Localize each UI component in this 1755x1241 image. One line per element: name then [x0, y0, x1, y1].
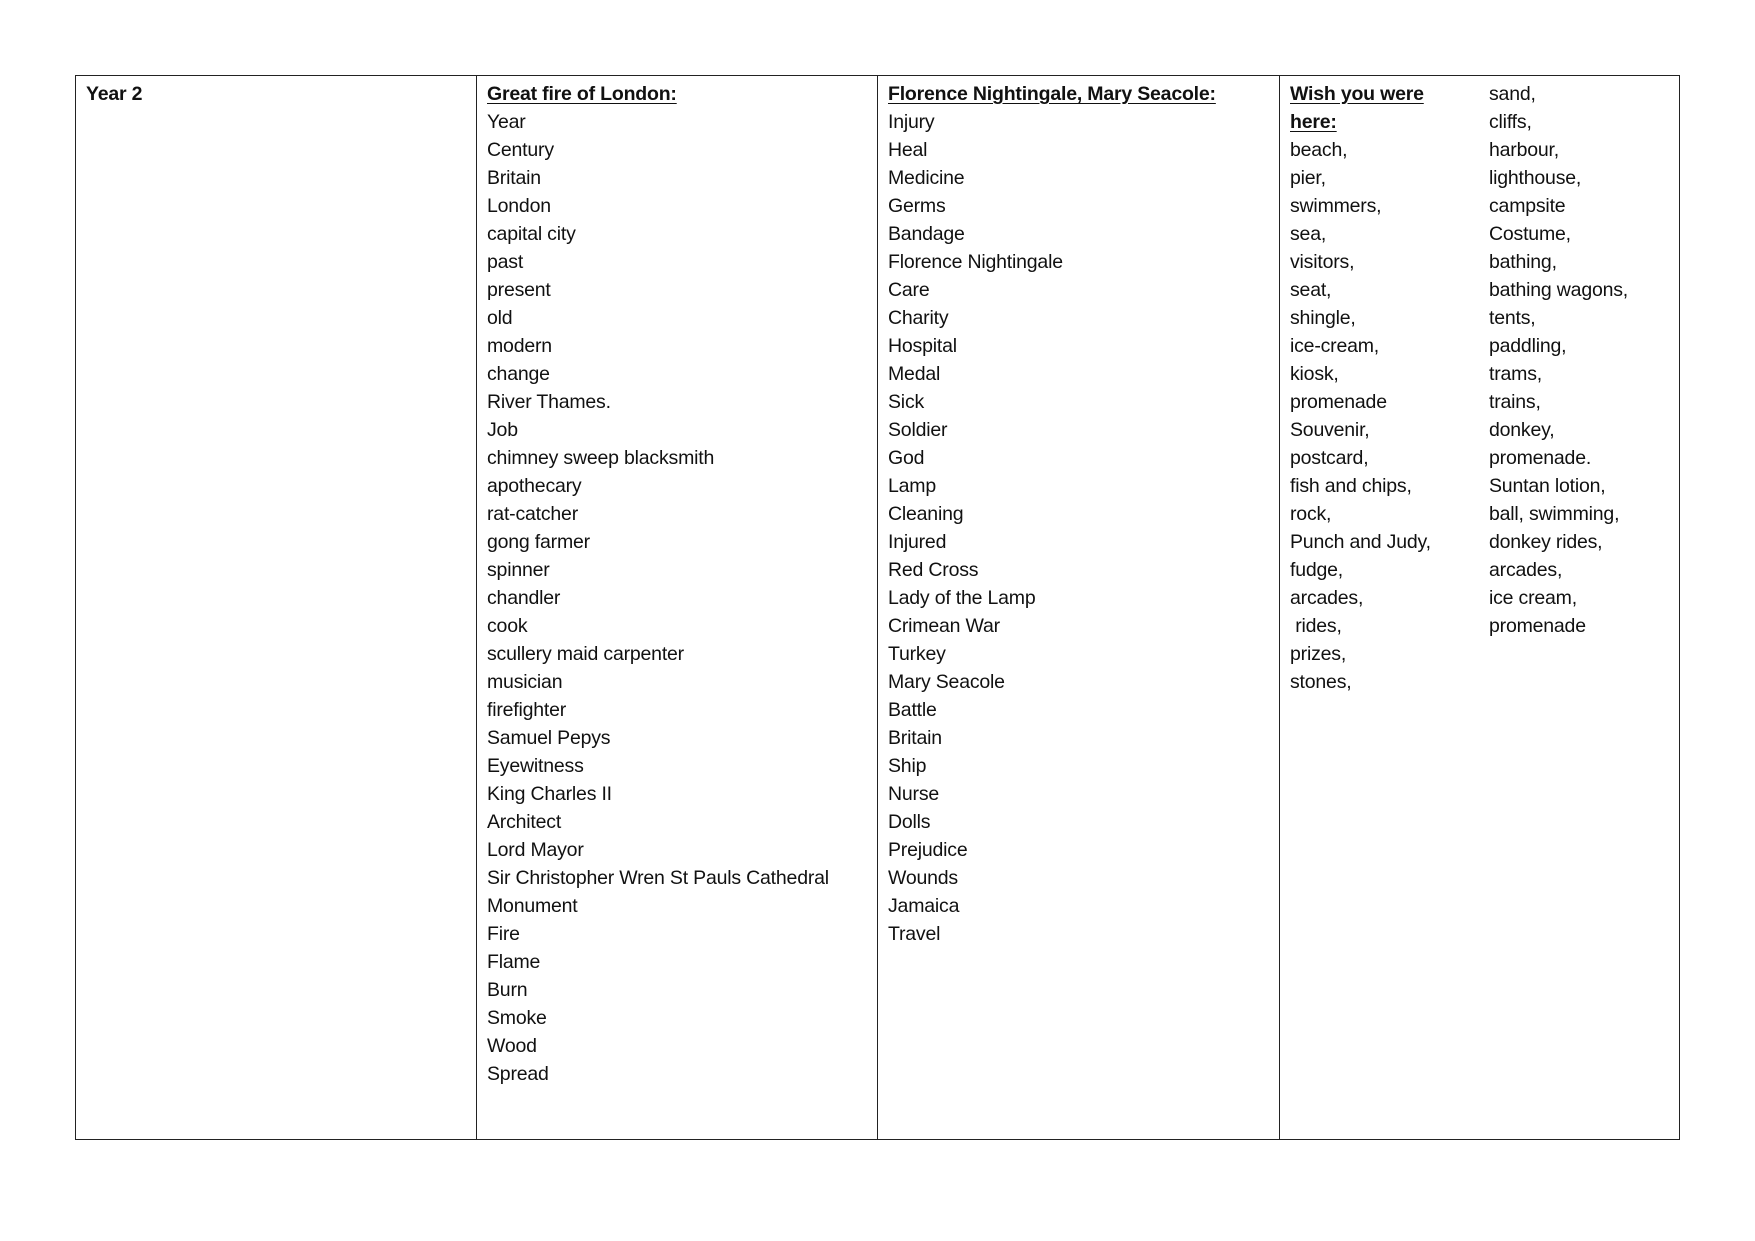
list-item: arcades,: [1290, 587, 1364, 609]
list-item: Sick: [888, 391, 925, 413]
list-item: trams,: [1489, 363, 1542, 385]
list-item: Spread: [487, 1063, 549, 1085]
list-item: visitors,: [1290, 251, 1355, 273]
row-label: Year 2: [86, 83, 143, 105]
list-item: prizes,: [1290, 643, 1347, 665]
nightingale-heading: Florence Nightingale, Mary Seacole:: [888, 83, 1216, 105]
list-item: Jamaica: [888, 895, 960, 917]
list-item: Costume,: [1489, 223, 1571, 245]
list-item: modern: [487, 335, 552, 357]
list-item: Century: [487, 139, 554, 161]
list-item: Injury: [888, 111, 935, 133]
list-item: ice-cream,: [1290, 335, 1380, 357]
list-item: Cleaning: [888, 503, 964, 525]
great-fire-cell: [477, 76, 878, 1139]
list-item: Crimean War: [888, 615, 1000, 637]
list-item: Charity: [888, 307, 949, 329]
list-item: Samuel Pepys: [487, 727, 611, 749]
wish-heading-line2: here:: [1290, 111, 1337, 133]
list-item: Travel: [888, 923, 941, 945]
list-item: chimney sweep blacksmith: [487, 447, 715, 469]
list-item: Lady of the Lamp: [888, 587, 1036, 609]
great-fire-heading: Great fire of London:: [487, 83, 677, 105]
list-item: lighthouse,: [1489, 167, 1582, 189]
list-item: fudge,: [1290, 559, 1344, 581]
list-item: present: [487, 279, 551, 301]
list-item: chandler: [487, 587, 561, 609]
list-item: promenade.: [1489, 447, 1592, 469]
list-item: Bandage: [888, 223, 965, 245]
list-item: seat,: [1290, 279, 1332, 301]
nightingale-cell: [878, 76, 1280, 1139]
list-item: Germs: [888, 195, 946, 217]
list-item: pier,: [1290, 167, 1326, 189]
list-item: Punch and Judy,: [1290, 531, 1431, 553]
list-item: kiosk,: [1290, 363, 1339, 385]
list-item: cliffs,: [1489, 111, 1532, 133]
list-item: trains,: [1489, 391, 1541, 413]
list-item: donkey rides,: [1489, 531, 1603, 553]
list-item: scullery maid carpenter: [487, 643, 684, 665]
list-item: fish and chips,: [1290, 475, 1412, 497]
list-item: musician: [487, 671, 563, 693]
list-item: Wounds: [888, 867, 958, 889]
list-item: Architect: [487, 811, 562, 833]
list-item: harbour,: [1489, 139, 1559, 161]
list-item: Monument: [487, 895, 578, 917]
list-item: Turkey: [888, 643, 946, 665]
wish-right-list: [1489, 80, 1669, 640]
list-item: paddling,: [1489, 335, 1567, 357]
list-item: Florence Nightingale: [888, 251, 1063, 273]
list-item: Flame: [487, 951, 541, 973]
list-item: rat-catcher: [487, 503, 578, 525]
list-item: spinner: [487, 559, 550, 581]
list-item: Sir Christopher Wren St Pauls Cathedral: [487, 867, 829, 889]
list-item: sea,: [1290, 223, 1327, 245]
list-item: cook: [487, 615, 528, 637]
great-fire-list: [487, 108, 867, 1088]
list-item: Care: [888, 279, 930, 301]
nightingale-list: [888, 108, 1269, 948]
list-item: sand,: [1489, 83, 1536, 105]
list-item: postcard,: [1290, 447, 1369, 469]
list-item: Red Cross: [888, 559, 979, 581]
list-item: bathing,: [1489, 251, 1557, 273]
list-item: bathing wagons,: [1489, 279, 1629, 301]
wish-left-column: [1290, 80, 1489, 1139]
row-label-cell: [76, 76, 477, 1139]
list-item: Britain: [888, 727, 942, 749]
list-item: ice cream,: [1489, 587, 1577, 609]
list-item: Soldier: [888, 419, 948, 441]
wish-left-list: [1290, 136, 1489, 696]
list-item: Ship: [888, 755, 927, 777]
vocabulary-table: [75, 75, 1680, 1140]
list-item: Battle: [888, 699, 937, 721]
list-item: apothecary: [487, 475, 582, 497]
list-item: firefighter: [487, 699, 567, 721]
list-item: Nurse: [888, 783, 940, 805]
list-item: Hospital: [888, 335, 957, 357]
list-item: Britain: [487, 167, 541, 189]
list-item: Eyewitness: [487, 755, 584, 777]
list-item: arcades,: [1489, 559, 1563, 581]
list-item: campsite: [1489, 195, 1566, 217]
list-item: London: [487, 195, 551, 217]
list-item: Suntan lotion,: [1489, 475, 1606, 497]
list-item: promenade: [1290, 391, 1387, 413]
list-item: change: [487, 363, 550, 385]
list-item: old: [487, 307, 513, 329]
list-item: Lamp: [888, 475, 936, 497]
list-item: Lord Mayor: [487, 839, 584, 861]
list-item: Medal: [888, 363, 941, 385]
list-item: gong farmer: [487, 531, 590, 553]
list-item: rides,: [1290, 615, 1342, 637]
list-item: Injured: [888, 531, 947, 553]
wish-you-were-here-cell: [1280, 76, 1679, 1139]
list-item: God: [888, 447, 925, 469]
wish-right-column: [1489, 80, 1669, 1139]
list-item: Fire: [487, 923, 520, 945]
list-item: Year: [487, 111, 526, 133]
list-item: Medicine: [888, 167, 965, 189]
list-item: rock,: [1290, 503, 1332, 525]
list-item: Wood: [487, 1035, 537, 1057]
list-item: donkey,: [1489, 419, 1555, 441]
list-item: tents,: [1489, 307, 1536, 329]
list-item: River Thames.: [487, 391, 611, 413]
list-item: Heal: [888, 139, 928, 161]
list-item: Prejudice: [888, 839, 968, 861]
wish-heading-line1: Wish you were: [1290, 83, 1424, 105]
list-item: promenade: [1489, 615, 1586, 637]
list-item: capital city: [487, 223, 576, 245]
list-item: stones,: [1290, 671, 1352, 693]
list-item: Burn: [487, 979, 528, 1001]
list-item: swimmers,: [1290, 195, 1382, 217]
list-item: past: [487, 251, 524, 273]
list-item: King Charles II: [487, 783, 612, 805]
list-item: Souvenir,: [1290, 419, 1370, 441]
list-item: shingle,: [1290, 307, 1356, 329]
list-item: Dolls: [888, 811, 931, 833]
list-item: Smoke: [487, 1007, 547, 1029]
list-item: Mary Seacole: [888, 671, 1005, 693]
list-item: ball, swimming,: [1489, 503, 1620, 525]
list-item: beach,: [1290, 139, 1348, 161]
list-item: Job: [487, 419, 518, 441]
